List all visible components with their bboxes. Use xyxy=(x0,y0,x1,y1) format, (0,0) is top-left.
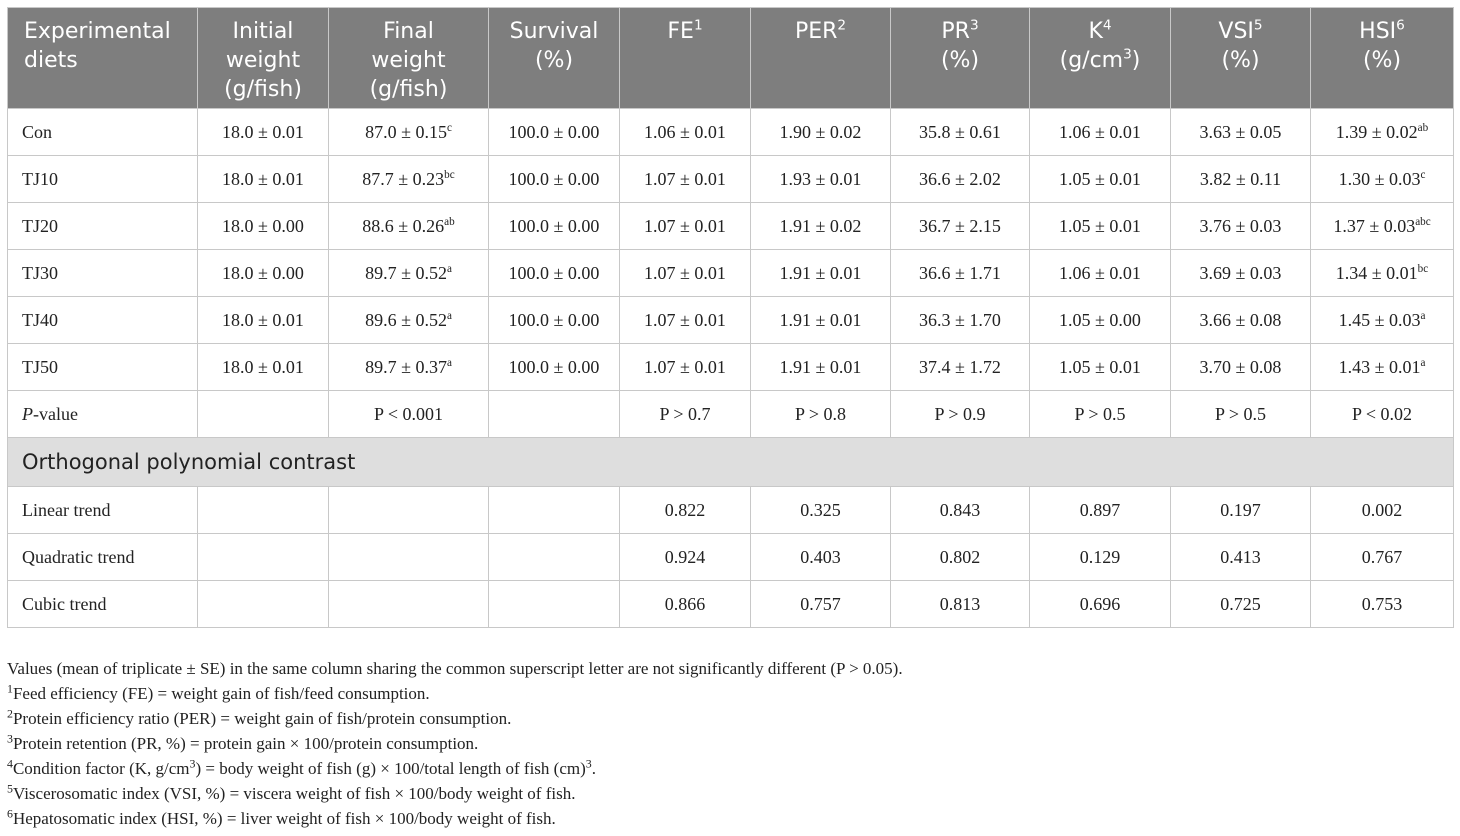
final-weight-cell: 87.7 ± 0.23$^{bc}$ xyxy=(329,156,489,203)
footnote: $^3$Protein retention (PR, %) = protein gain × 100/protein consumption. xyxy=(7,731,479,753)
final-weight-cell: P < 0.001 xyxy=(329,391,489,438)
survival-cell xyxy=(489,534,620,581)
section-row xyxy=(8,438,1454,487)
k-cell: 1.06 ± 0.01 xyxy=(1030,109,1171,156)
per-cell: 1.91 ± 0.01 xyxy=(751,297,891,344)
k-cell: 1.06 ± 0.01 xyxy=(1030,250,1171,297)
survival-cell: 100.0 ± 0.00 xyxy=(489,109,620,156)
fe-cell: 1.07 ± 0.01 xyxy=(620,297,751,344)
contrast-label: Linear trend xyxy=(8,487,198,534)
table-row xyxy=(8,344,1454,391)
vsi-cell: 3.82 ± 0.11 xyxy=(1171,156,1311,203)
table-row xyxy=(8,203,1454,250)
initial-weight-cell xyxy=(198,534,329,581)
survival-cell: 100.0 ± 0.00 xyxy=(489,297,620,344)
initial-weight-cell: 18.0 ± 0.01 xyxy=(198,344,329,391)
final-weight-cell: 87.0 ± 0.15$^c$ xyxy=(329,109,489,156)
diet-label: TJ50 xyxy=(8,344,198,391)
vsi-cell: 0.413 xyxy=(1171,534,1311,581)
pr-cell: 37.4 ± 1.72 xyxy=(891,344,1030,391)
k-cell: 1.05 ± 0.00 xyxy=(1030,297,1171,344)
survival-cell: 100.0 ± 0.00 xyxy=(489,250,620,297)
fe-cell: 1.06 ± 0.01 xyxy=(620,109,751,156)
diet-label: Con xyxy=(8,109,198,156)
fe-cell: 1.07 ± 0.01 xyxy=(620,344,751,391)
per-cell: 1.93 ± 0.01 xyxy=(751,156,891,203)
per-cell: 0.325 xyxy=(751,487,891,534)
vsi-cell: 3.70 ± 0.08 xyxy=(1171,344,1311,391)
final-weight-cell xyxy=(329,581,489,628)
vsi-cell: 3.69 ± 0.03 xyxy=(1171,250,1311,297)
fe-cell: 1.07 ± 0.01 xyxy=(620,203,751,250)
per-cell: 0.403 xyxy=(751,534,891,581)
initial-weight-cell xyxy=(198,581,329,628)
survival-cell: 100.0 ± 0.00 xyxy=(489,344,620,391)
survival-cell: 100.0 ± 0.00 xyxy=(489,203,620,250)
vsi-cell: P > 0.5 xyxy=(1171,391,1311,438)
col-header-pr: $PR^3$ (%) xyxy=(891,8,1030,109)
footnote: $^2$Protein efficiency ratio (PER) = weight gain of fish/protein consumption. xyxy=(7,706,512,728)
vsi-cell: 0.725 xyxy=(1171,581,1311,628)
k-cell: 1.05 ± 0.01 xyxy=(1030,344,1171,391)
table-row xyxy=(8,109,1454,156)
hsi-cell: 0.753 xyxy=(1311,581,1454,628)
initial-weight-cell: 18.0 ± 0.01 xyxy=(198,156,329,203)
hsi-cell: 1.43 ± 0.01$^a$ xyxy=(1311,344,1454,391)
table-footnotes xyxy=(7,657,1453,832)
contrast-label: Cubic trend xyxy=(8,581,198,628)
contrast-row xyxy=(8,581,1454,628)
pr-cell: 36.3 ± 1.70 xyxy=(891,297,1030,344)
per-cell: 1.91 ± 0.02 xyxy=(751,203,891,250)
final-weight-cell: 88.6 ± 0.26$^{ab}$ xyxy=(329,203,489,250)
k-cell: P > 0.5 xyxy=(1030,391,1171,438)
survival-cell xyxy=(489,581,620,628)
hsi-cell: 0.767 xyxy=(1311,534,1454,581)
initial-weight-cell xyxy=(198,487,329,534)
pr-cell: 36.6 ± 2.02 xyxy=(891,156,1030,203)
per-cell: P > 0.8 xyxy=(751,391,891,438)
col-header-initial-weight: Initial weight (g/fish) xyxy=(198,8,329,109)
diet-label: TJ20 xyxy=(8,203,198,250)
pvalue-label: P-value xyxy=(8,391,198,438)
col-header-fe: $FE^1$ xyxy=(620,8,751,109)
hsi-cell: 0.002 xyxy=(1311,487,1454,534)
header-row xyxy=(8,8,1454,109)
hsi-cell: 1.39 ± 0.02$^{ab}$ xyxy=(1311,109,1454,156)
k-cell: 0.696 xyxy=(1030,581,1171,628)
survival-cell: 100.0 ± 0.00 xyxy=(489,156,620,203)
table-row xyxy=(8,297,1454,344)
footnote: $^1$Feed efficiency (FE) = weight gain of fish/feed consumption. xyxy=(7,681,430,703)
k-cell: 1.05 ± 0.01 xyxy=(1030,203,1171,250)
contrast-row xyxy=(8,534,1454,581)
contrast-label: Quadratic trend xyxy=(8,534,198,581)
initial-weight-cell: 18.0 ± 0.00 xyxy=(198,203,329,250)
initial-weight-cell: 18.0 ± 0.00 xyxy=(198,250,329,297)
table-row xyxy=(8,156,1454,203)
fe-cell: 1.07 ± 0.01 xyxy=(620,156,751,203)
vsi-cell: 0.197 xyxy=(1171,487,1311,534)
final-weight-cell: 89.7 ± 0.37$^a$ xyxy=(329,344,489,391)
fe-cell: 1.07 ± 0.01 xyxy=(620,250,751,297)
pr-cell: 36.6 ± 1.71 xyxy=(891,250,1030,297)
vsi-cell: 3.63 ± 0.05 xyxy=(1171,109,1311,156)
hsi-cell: 1.37 ± 0.03$^{abc}$ xyxy=(1311,203,1454,250)
contrast-row xyxy=(8,487,1454,534)
col-header-survival: Survival (%) xyxy=(489,8,620,109)
k-cell: 1.05 ± 0.01 xyxy=(1030,156,1171,203)
per-cell: 1.91 ± 0.01 xyxy=(751,344,891,391)
footnote: $^6$Hepatosomatic index (HSI, %) = liver weight of fish × 100/body weight of fish. xyxy=(7,806,556,828)
pr-cell: 36.7 ± 2.15 xyxy=(891,203,1030,250)
col-header-k: $K^4$ $(g/cm^3)$ xyxy=(1030,8,1171,109)
final-weight-cell xyxy=(329,487,489,534)
survival-cell xyxy=(489,487,620,534)
col-header-hsi: HSI$^6$ (%) xyxy=(1311,8,1454,109)
final-weight-cell xyxy=(329,534,489,581)
fe-cell: 0.866 xyxy=(620,581,751,628)
table-row xyxy=(8,250,1454,297)
diet-label: TJ10 xyxy=(8,156,198,203)
hsi-cell: 1.30 ± 0.03$^c$ xyxy=(1311,156,1454,203)
pr-cell: 35.8 ± 0.61 xyxy=(891,109,1030,156)
results-table xyxy=(7,7,1454,628)
k-cell: 0.129 xyxy=(1030,534,1171,581)
footnote: $^5$Viscerosomatic index (VSI, %) = viscera weight of fish × 100/body weight of fish. xyxy=(7,781,576,803)
vsi-cell: 3.76 ± 0.03 xyxy=(1171,203,1311,250)
fe-cell: P > 0.7 xyxy=(620,391,751,438)
final-weight-cell: 89.7 ± 0.52$^a$ xyxy=(329,250,489,297)
section-title: Orthogonal polynomial contrast xyxy=(8,438,1454,487)
col-header-vsi: VSI$^5$ (%) xyxy=(1171,8,1311,109)
pvalue-row xyxy=(8,391,1454,438)
initial-weight-cell xyxy=(198,391,329,438)
fe-cell: 0.924 xyxy=(620,534,751,581)
col-header-diets: Experimental diets xyxy=(8,8,198,109)
significance-note: Values (mean of triplicate ± SE) in the same column sharing the common superscript letter are not significantly different (P > 0.05). xyxy=(7,659,903,678)
initial-weight-cell: 18.0 ± 0.01 xyxy=(198,109,329,156)
initial-weight-cell: 18.0 ± 0.01 xyxy=(198,297,329,344)
hsi-cell: 1.45 ± 0.03$^a$ xyxy=(1311,297,1454,344)
survival-cell xyxy=(489,391,620,438)
k-cell: 0.897 xyxy=(1030,487,1171,534)
diet-label: TJ30 xyxy=(8,250,198,297)
pr-cell: 0.813 xyxy=(891,581,1030,628)
per-cell: 0.757 xyxy=(751,581,891,628)
pr-cell: P > 0.9 xyxy=(891,391,1030,438)
col-header-per: PER$^2$ xyxy=(751,8,891,109)
fe-cell: 0.822 xyxy=(620,487,751,534)
diet-label: TJ40 xyxy=(8,297,198,344)
per-cell: 1.91 ± 0.01 xyxy=(751,250,891,297)
col-header-final-weight: Final weight (g/fish) xyxy=(329,8,489,109)
pr-cell: 0.802 xyxy=(891,534,1030,581)
vsi-cell: 3.66 ± 0.08 xyxy=(1171,297,1311,344)
final-weight-cell: 89.6 ± 0.52$^a$ xyxy=(329,297,489,344)
footnote: $^4$Condition factor (K, $g/cm^3$) = body weight of fish (g) × 100/total length of fish (cm)$^3$. xyxy=(7,756,596,778)
pr-cell: 0.843 xyxy=(891,487,1030,534)
hsi-cell: P < 0.02 xyxy=(1311,391,1454,438)
per-cell: 1.90 ± 0.02 xyxy=(751,109,891,156)
hsi-cell: 1.34 ± 0.01$^{bc}$ xyxy=(1311,250,1454,297)
